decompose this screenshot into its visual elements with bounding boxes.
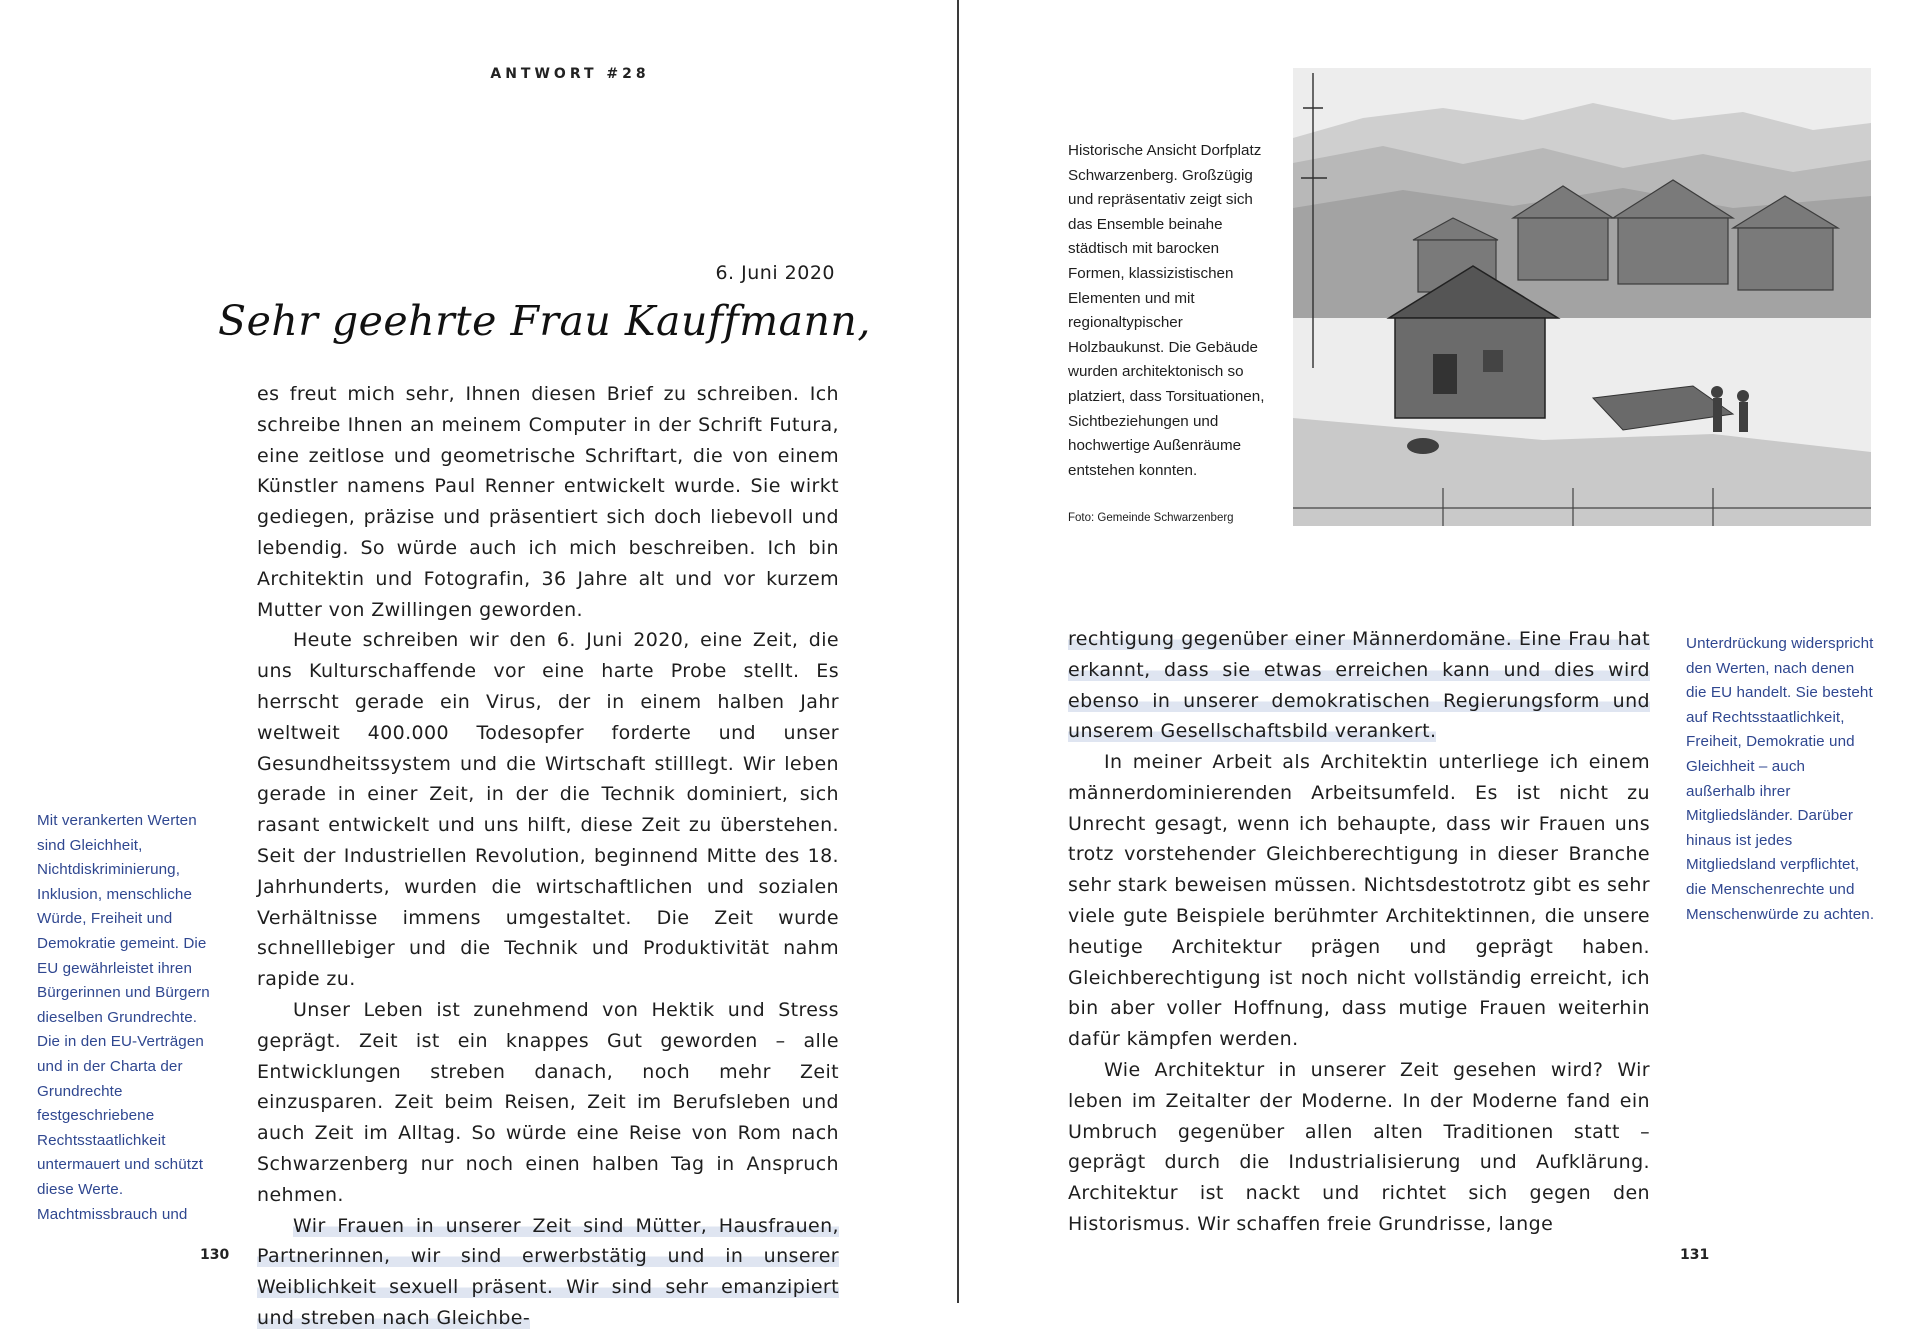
- margin-note-right: Unterdrückung widerspricht den Werten, nach denen die EU handelt. Sie besteht auf Rechtsstaatlichkeit, Freiheit, Demokratie und Gleichheit – auch außerhalb ihrer Mitgliedsländer. Darüber hinaus ist jedes Mitgliedsland verpflichtet, die Menschenrechte und Menschenwürde zu achten.: [1686, 635, 1875, 923]
- right-body-text: [1068, 747, 1650, 1240]
- photo-credit: Foto: Gemeinde Schwarzenberg: [1068, 512, 1234, 524]
- paragraph: es freut mich sehr, Ihnen diesen Brief zu schreiben. Ich schreibe Ihnen an meinem Computer in der Schrift Futura, eine zeitlose und geometrische Schriftart, die von einem Künstler namens Paul Renner entwickelt wurde. Sie wirkt gediegen, präzise und präsentiert sich doch liebevoll und lebendig. So würde auch ich mich beschreiben. Ich bin Architektin und Fotografin, 36 Jahre alt und vor kurzem Mutter von Zwillingen geworden.: [257, 383, 839, 621]
- highlighted-paragraph: [257, 1211, 839, 1334]
- highlight-span: Wir Frauen in unserer Zeit sind Mütter, Hausfrauen, Partnerinnen, wir sind erwerbstätig und in unserer Weiblichkeit sexuell präsent. Wir sind sehr emanzipiert und streben nach Gleichbe-: [257, 1214, 839, 1329]
- right-page: [960, 0, 1912, 1303]
- paragraph: In meiner Arbeit als Architektin unterliege ich einem männerdominierenden Arbeitsumfeld. Es ist nicht zu Unrecht gesagt, wenn ich behaupte, dass wir Frauen uns trotz vorstehender Gleichberechtigung in dieser Branche sehr stark beweisen müssen. Nichtsdestotrotz gibt es sehr viele gute Beispiele berühmter Architektinnen, die unsere heutige Architektur prägen und geprägt haben. Gleichberechtigung ist noch nicht vollständig erreicht, ich bin aber voller Hoffnung, dass mutige Frauen weiterhin dafür kämpfen werden.: [1068, 751, 1650, 1051]
- page-number-left: 130: [200, 1247, 230, 1263]
- left-body-text: [257, 379, 839, 1334]
- photo-caption: Historische Ansicht Dorfplatz Schwarzenberg. Großzügig und repräsentativ zeigt sich das Ensemble beinahe städtisch mit barocken Formen, klassizistischen Elementen und mit regionaltypischer Holzbaukunst. Die Gebäude wurden architektonisch so platziert, dass Torsituationen, Sichtbeziehungen und hochwertige Außenräume entstehen konnten.: [1068, 142, 1265, 479]
- letter-salutation: Sehr geehrte Frau Kauffmann,: [218, 297, 871, 345]
- highlight-span: rechtigung gegenüber einer Männerdomäne. Eine Frau hat erkannt, dass sie etwas erreichen kann und dies wird ebenso in unserer demokratischen Regierungsform und unserem Gesellschaftsbild verankert.: [1068, 628, 1650, 743]
- paragraph: Heute schreiben wir den 6. Juni 2020, eine Zeit, die uns Kulturschaffende vor eine harte Probe stellt. Es herrscht gerade ein Virus, der in einem halben Jahr weltweit 400.000 Todesopfer forderte und unser Gesundheitssystem und die Wirtschaft stilllegt. Wir leben gerade in einer Zeit, in der die Technik dominiert, sich rasant entwickelt und uns hilft, diese Zeit zu überstehen. Seit der Industriellen Revolution, beginnend Mitte des 18. Jahrhunderts, wurden die wirtschaftlichen und sozialen Verhältnisse immens umgestaltet. Die Zeit wurde schnelllebiger und die Technik und Produktivität nahm rapide zu.: [257, 629, 839, 991]
- book-spine: [957, 0, 959, 1303]
- highlighted-paragraph: [1068, 624, 1650, 747]
- running-head: ANTWORT #28: [490, 66, 650, 82]
- paragraph: Unser Leben ist zunehmend von Hektik und Stress geprägt. Zeit ist ein knappes Gut geworden – alle Entwicklungen streben danach, noch mehr Zeit einzusparen. Zeit beim Reisen, Zeit im Berufsleben und auch Zeit im Alltag. So würde eine Reise von Rom nach Schwarzenberg nur noch einen halben Tag in Anspruch nehmen.: [257, 998, 839, 1206]
- letter-date: 6. Juni 2020: [715, 262, 835, 284]
- left-page: [0, 0, 957, 1329]
- page-number-right: 131: [1680, 1247, 1710, 1263]
- margin-note-left: Mit verankerten Werten sind Gleichheit, Nichtdiskriminierung, Inklusion, menschliche Würde, Freiheit und Demokratie gemeint. Die EU gewährleistet ihren Bürgerinnen und Bürgern dieselben Grundrechte. Die in den EU-Verträgen und in der Charta der Grundrechte festgeschriebene Rechtsstaatlichkeit untermauert und schützt diese Werte. Machtmissbrauch und: [37, 812, 210, 1223]
- paragraph: Wie Architektur in unserer Zeit gesehen wird? Wir leben im Zeitalter der Moderne. In der Moderne fand ein Umbruch gegenüber allen alten Traditionen statt – geprägt durch die Industrialisierung und Aufklärung. Architektur ist nackt und richtet sich gegen den Historismus. Wir schaffen freie Grundrisse, lange: [1068, 1058, 1650, 1235]
- historic-village-drawing: [1293, 68, 1871, 526]
- right-body-top: [1068, 624, 1650, 747]
